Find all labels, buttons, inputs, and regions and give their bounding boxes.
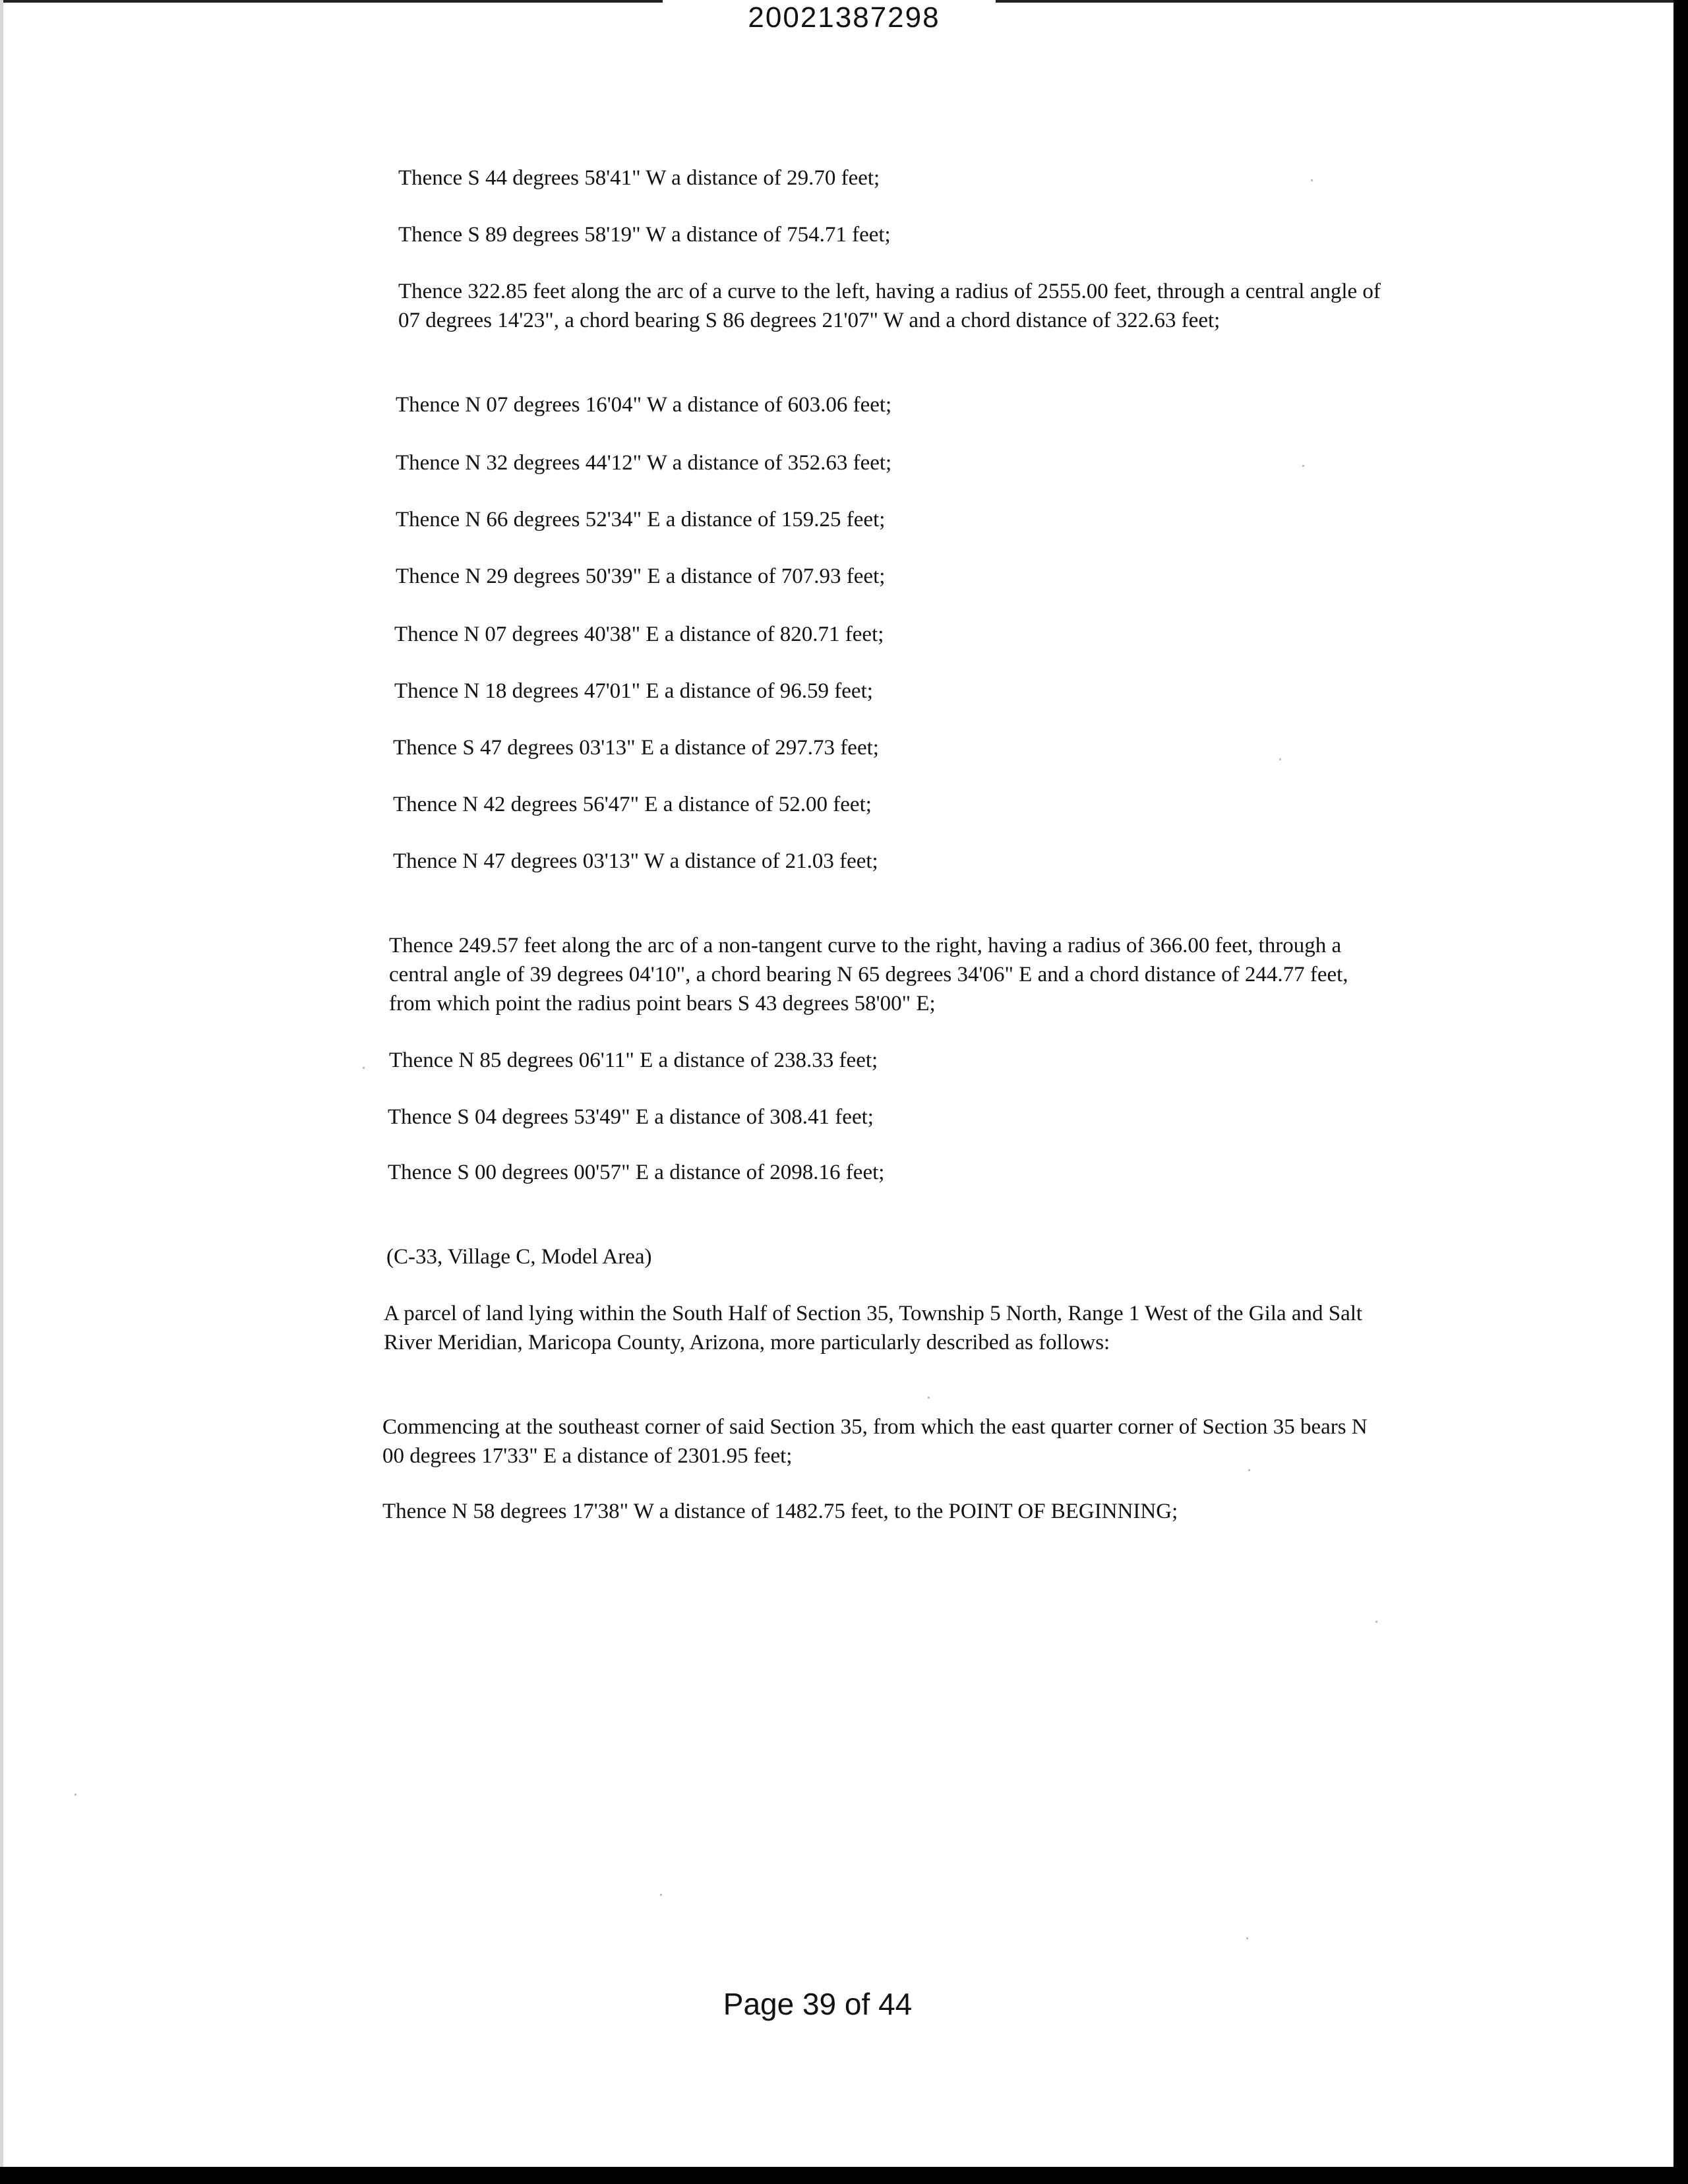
legal-paragraph: A parcel of land lying within the South Half of Section 35, Township 5 North, Range 1 West of the Gila and Salt River Meridian, Maricopa County, Arizona, more particularly described as follows: [384,1302,1363,1354]
legal-paragraph: Thence N 32 degrees 44'12" W a distance of 352.63 feet; [396,451,892,475]
scan-speck [660,1894,662,1896]
legal-paragraph: Thence S 44 degrees 58'41" W a distance of 29.70 feet; [398,166,880,190]
scan-left-edge [0,0,3,2184]
legal-paragraph: Thence N 85 degrees 06'11" E a distance of 238.33 feet; [389,1048,878,1072]
scan-speck [1248,1469,1250,1471]
scan-speck [928,1397,930,1399]
scan-bottom-edge [0,2167,1688,2184]
legal-paragraph: Thence S 04 degrees 53'49" E a distance of 308.41 feet; [388,1105,874,1129]
scan-speck [1279,758,1281,760]
legal-paragraph: Thence N 18 degrees 47'01" E a distance of 96.59 feet; [394,679,873,703]
legal-paragraph: Thence N 42 degrees 56'47" E a distance of 52.00 feet; [393,793,872,816]
scan-speck [1302,465,1304,467]
scan-right-edge [1673,0,1688,2184]
legal-paragraph: Thence 249.57 feet along the arc of a non-tangent curve to the right, having a radius of 366.00 feet, through a central angle of 39 degrees 04'10", a chord bearing N 65 degrees 34'06" E and a chord distance of 244.77 feet, from which point the radius point bears S 43 degrees 58'00" E; [389,934,1348,1016]
legal-paragraph: Thence N 58 degrees 17'38" W a distance of 1482.75 feet, to the POINT OF BEGINNING; [382,1500,1178,1523]
legal-paragraph: Thence N 47 degrees 03'13" W a distance of 21.03 feet; [393,849,878,873]
legal-paragraph: Commencing at the southeast corner of said Section 35, from which the east quarter corner of Section 35 bears N 00 degrees 17'33" E a distance of 2301.95 feet; [382,1415,1368,1468]
section-heading: (C-33, Village C, Model Area) [386,1245,652,1269]
scan-speck [1375,1621,1377,1623]
legal-paragraph: Thence 322.85 feet along the arc of a curve to the left, having a radius of 2555.00 feet, through a central angle of 07 degrees 14'23", a chord bearing S 86 degrees 21'07" W and a chord distance of 322.63 feet; [398,280,1381,332]
legal-paragraph: Thence S 00 degrees 00'57" E a distance of 2098.16 feet; [388,1161,885,1184]
page-number: Page 39 of 44 [723,1987,913,2021]
scan-speck [1246,1937,1248,1939]
legal-paragraph: Thence N 07 degrees 40'38" E a distance of 820.71 feet; [394,622,884,646]
document-number: 20021387298 [748,1,940,34]
legal-paragraph: Thence N 66 degrees 52'34" E a distance of 159.25 feet; [396,508,886,531]
scan-speck [75,1794,76,1796]
legal-paragraph: Thence S 89 degrees 58'19" W a distance of 754.71 feet; [398,223,891,247]
legal-paragraph: Thence N 07 degrees 16'04" W a distance of 603.06 feet; [396,393,892,417]
scan-speck [1311,179,1313,181]
scan-speck [363,1067,365,1069]
legal-paragraph: Thence N 29 degrees 50'39" E a distance of 707.93 feet; [396,564,886,588]
legal-paragraph: Thence S 47 degrees 03'13" E a distance of 297.73 feet; [393,736,879,760]
